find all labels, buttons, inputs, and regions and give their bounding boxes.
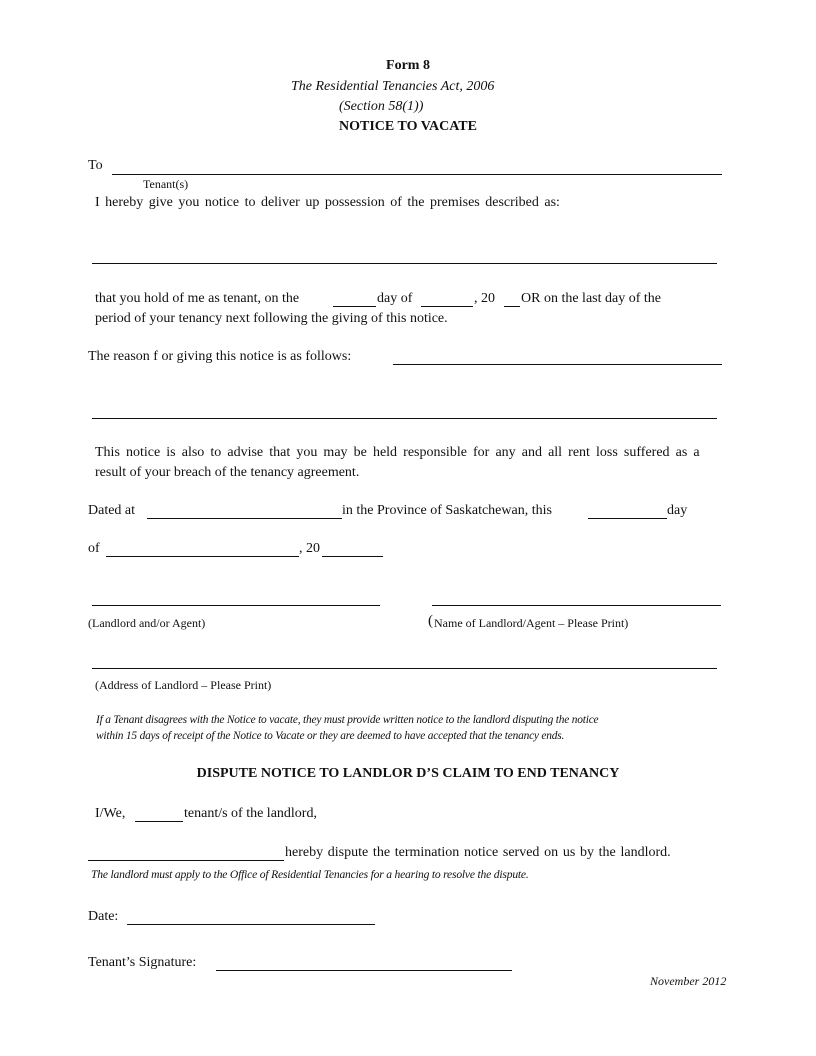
of-label: of: [88, 541, 100, 556]
form-number: Form 8: [386, 58, 430, 73]
year-label: , 20: [299, 541, 320, 556]
month-field[interactable]: [421, 306, 473, 307]
dispute-title: DISPUTE NOTICE TO LANDLOR D’S CLAIM TO END TENANCY: [196, 766, 620, 781]
period-text: period of your tenancy next following the giving of this notice.: [95, 311, 448, 326]
day-suffix: day: [667, 503, 688, 518]
tenant-caption: Tenant(s): [143, 177, 189, 191]
reason-field[interactable]: [393, 364, 722, 365]
advise-text-line-1: This notice is also to advise that you may be held responsible for any and all rent loss suffered as a: [95, 445, 700, 460]
landlord-address-field[interactable]: [92, 668, 717, 669]
premises-field[interactable]: [92, 263, 717, 264]
disagree-text-line-1: If a Tenant disagrees with the Notice to vacate, they must provide written notice to the landlord disputing the notice: [96, 714, 599, 726]
day-field[interactable]: [333, 306, 376, 307]
section-reference: (Section 58(1)): [339, 99, 424, 114]
dated-day-field[interactable]: [588, 518, 667, 519]
landlord-signature-field[interactable]: [92, 605, 380, 606]
tenant-names-field[interactable]: [135, 821, 183, 822]
year-prefix: , 20: [474, 291, 495, 306]
to-label: To: [88, 158, 103, 173]
tenants-of-text: tenant/s of the landlord,: [184, 806, 317, 821]
tenant-name-field[interactable]: [112, 174, 722, 175]
dispute-date-field[interactable]: [127, 924, 375, 925]
name-caption-paren: (: [428, 613, 433, 629]
hold-text: that you hold of me as tenant, on the: [95, 291, 300, 306]
iwe-label: I/We,: [95, 806, 126, 821]
landlord-caption: (Landlord and/or Agent): [88, 616, 206, 630]
year-field[interactable]: [504, 306, 520, 307]
page-title: NOTICE TO VACATE: [339, 119, 477, 134]
footer-date: November 2012: [650, 974, 727, 988]
dated-at-label: Dated at: [88, 503, 136, 518]
landlord-name-field[interactable]: [432, 605, 721, 606]
address-caption: (Address of Landlord – Please Print): [95, 678, 272, 692]
dispute-tenant-field[interactable]: [88, 860, 284, 861]
day-of-text: day of: [377, 291, 413, 306]
or-last-day-text: OR on the last day of the: [521, 291, 661, 306]
possession-text: I hereby give you notice to deliver up possession of the premises described as:: [95, 195, 560, 210]
disagree-text-line-2: within 15 days of receipt of the Notice to Vacate or they are deemed to have accepted that the tenancy ends.: [96, 730, 565, 742]
dated-year-field[interactable]: [322, 556, 383, 557]
date-label: Date:: [88, 909, 119, 924]
province-text: in the Province of Saskatchewan, this: [342, 503, 552, 518]
act-title: The Residential Tenancies Act, 2006: [291, 79, 495, 94]
hereby-dispute-text: hereby dispute the termination notice served on us by the landlord.: [285, 845, 671, 860]
reason-field-line-2[interactable]: [92, 418, 717, 419]
advise-text-line-2: result of your breach of the tenancy agreement.: [95, 465, 360, 480]
dated-month-field[interactable]: [106, 556, 299, 557]
tenant-signature-field[interactable]: [216, 970, 512, 971]
apply-text: The landlord must apply to the Office of Residential Tenancies for a hearing to resolve the dispute.: [91, 868, 529, 881]
dated-at-field[interactable]: [147, 518, 342, 519]
name-caption: Name of Landlord/Agent – Please Print): [434, 616, 629, 630]
reason-label: The reason f or giving this notice is as follows:: [88, 349, 352, 364]
signature-label: Tenant’s Signature:: [88, 955, 197, 970]
